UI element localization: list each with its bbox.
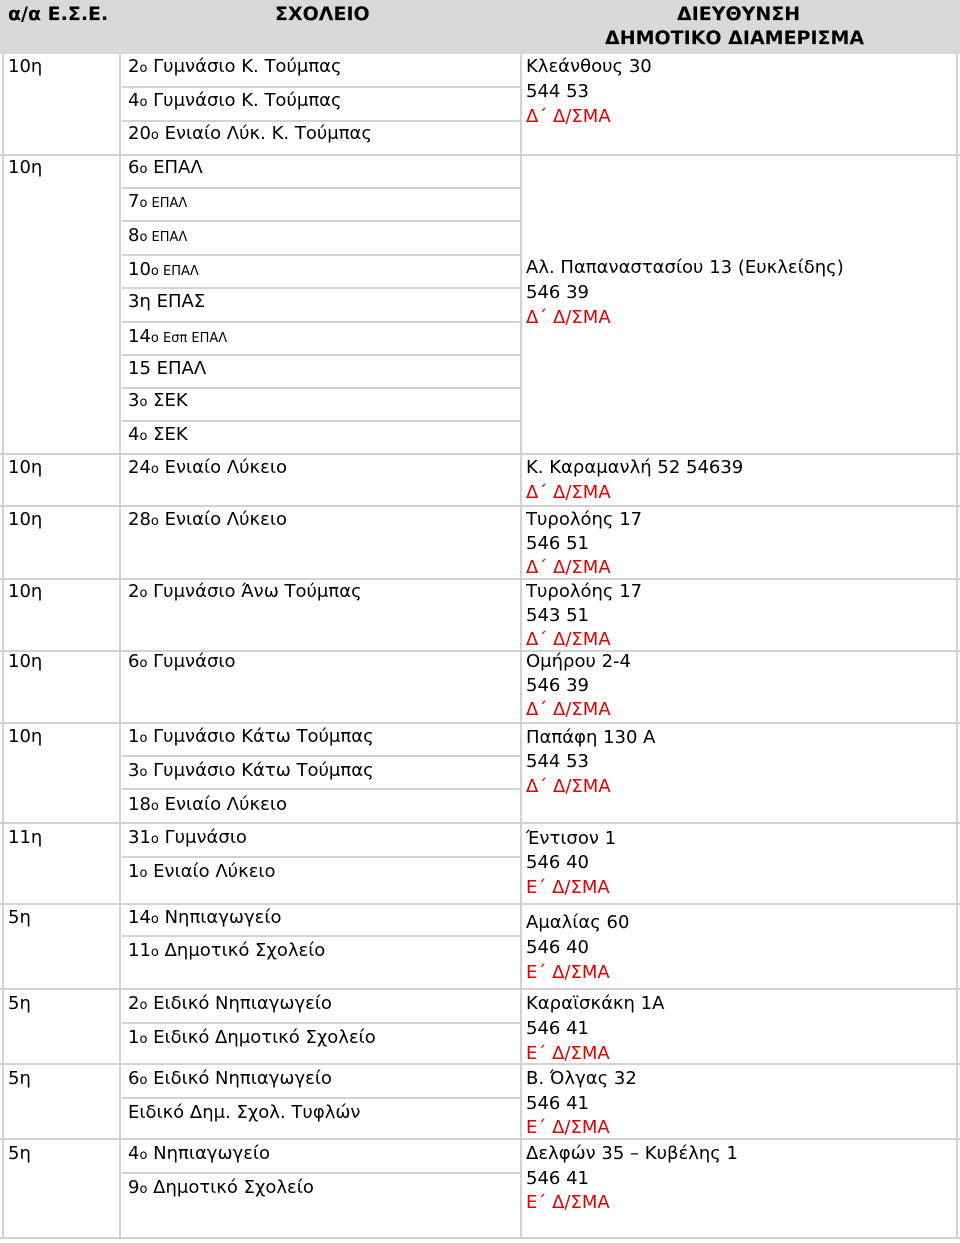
ese-cell: 10η [8,581,43,602]
ese-cell: 5η [8,993,31,1014]
row-divider [0,505,960,507]
address-street: Τυρολόης 17 [526,509,643,530]
school-name: 11ο Δημοτικό Σχολείο [128,940,326,961]
row-divider [0,822,960,824]
district-label: Δ΄ Δ/ΣΜΑ [526,557,611,578]
postal-code: 546 40 [526,852,589,873]
address-street: Τυρολόης 17 [526,581,643,602]
address-street: Αμαλίας 60 [526,912,630,933]
ese-cell: 10η [8,457,43,478]
row-divider [122,86,520,88]
row-divider [122,420,520,422]
district-label: Δ΄ Δ/ΣΜΑ [526,482,611,503]
school-name: 3ο ΣΕΚ [128,390,188,411]
school-name: 3ο Γυμνάσιο Κάτω Τούμπας [128,760,374,781]
postal-code: 546 41 [526,1093,589,1114]
row-divider [122,755,520,757]
school-name: 2ο Ειδικό Νηπιαγωγείο [128,993,332,1014]
postal-code: 546 51 [526,533,589,554]
ese-cell: 5η [8,1068,31,1089]
column-divider [520,54,522,1239]
postal-code: 546 39 [526,675,589,696]
row-divider [122,1097,520,1099]
district-label: Δ΄ Δ/ΣΜΑ [526,307,611,328]
school-name: 14ο Νηπιαγωγείο [128,907,282,928]
district-label: Ε΄ Δ/ΣΜΑ [526,1043,610,1064]
school-name: 1ο Γυμνάσιο Κάτω Τούμπας [128,726,374,747]
school-name: 10ο ΕΠΑΛ [128,259,199,280]
row-divider [122,387,520,389]
row-divider [122,935,520,937]
column-divider [956,54,958,1239]
school-name: 20ο Ενιαίο Λύκ. Κ. Τούμπας [128,123,372,144]
district-label: Ε΄ Δ/ΣΜΑ [526,1192,610,1213]
row-divider [122,1172,520,1174]
row-divider [122,287,520,289]
address-street: Έντισον 1 [526,828,617,849]
district-label: Δ΄ Δ/ΣΜΑ [526,776,611,797]
school-name: 7ο ΕΠΑΛ [128,191,188,212]
district-label: Ε΄ Δ/ΣΜΑ [526,1117,610,1138]
row-divider [0,1138,960,1140]
school-name: 3η ΕΠΑΣ [128,291,206,312]
school-name: 2ο Γυμνάσιο Κ. Τούμπας [128,56,342,77]
address-street: Κλεάνθους 30 [526,56,652,77]
school-name: 1ο Ειδικό Δημοτικό Σχολείο [128,1027,376,1048]
school-name: Ειδικό Δημ. Σχολ. Τυφλών [128,1102,361,1123]
row-divider [0,1237,960,1239]
row-divider [0,1063,960,1065]
column-divider [2,54,4,1239]
school-name: 6ο ΕΠΑΛ [128,157,203,178]
ese-cell: 10η [8,651,43,672]
school-name: 15 ΕΠΑΛ [128,358,207,379]
row-divider [122,788,520,790]
address-street: Παπάφη 130 Α [526,727,656,748]
school-name: 1ο Ενιαίο Λύκειο [128,861,276,882]
address-street: Κ. Καραμανλή 52 54639 [526,457,744,478]
district-label: Δ΄ Δ/ΣΜΑ [526,629,611,650]
postal-code: 544 53 [526,81,589,102]
district-label: Δ΄ Δ/ΣΜΑ [526,699,611,720]
ese-cell: 5η [8,1143,31,1164]
school-name: 18ο Ενιαίο Λύκειο [128,794,287,815]
address-street: Β. Όλγας 32 [526,1068,637,1089]
school-name: 31ο Γυμνάσιο [128,827,247,848]
district-label: Ε΄ Δ/ΣΜΑ [526,877,610,898]
row-divider [122,254,520,256]
header-district: ΔΗΜΟΤΙΚΟ ΔΙΑΜΕΡΙΣΜΑ [605,27,865,49]
header-address: ΔΙΕΥΘΥΝΣΗ [677,3,801,25]
school-name: 2ο Γυμνάσιο Άνω Τούμπας [128,581,362,602]
header-aa: α/α Ε.Σ.Ε. [8,3,109,25]
row-divider [122,354,520,356]
row-divider [0,578,960,580]
school-name: 6ο Γυμνάσιο [128,651,236,672]
header-school: ΣΧΟΛΕΙΟ [275,3,370,25]
row-divider [122,120,520,122]
ese-cell: 5η [8,907,31,928]
address-street: Αλ. Παπαναστασίου 13 (Ευκλείδης) [526,257,844,278]
ese-cell: 11η [8,827,43,848]
postal-code: 543 51 [526,605,589,626]
school-name: 9ο Δημοτικό Σχολείο [128,1177,314,1198]
school-name: 4ο ΣΕΚ [128,424,188,445]
school-name: 8ο ΕΠΑΛ [128,225,188,246]
postal-code: 546 40 [526,937,589,958]
address-street: Ομήρου 2-4 [526,651,632,672]
school-name: 6ο Ειδικό Νηπιαγωγείο [128,1068,332,1089]
column-divider [119,54,121,1239]
ese-cell: 10η [8,509,43,530]
school-name: 4ο Νηπιαγωγείο [128,1143,271,1164]
ese-cell: 10η [8,726,43,747]
postal-code: 546 41 [526,1018,589,1039]
district-label: Ε΄ Δ/ΣΜΑ [526,962,610,983]
row-divider [0,722,960,724]
address-street: Καραϊσκάκη 1Α [526,993,665,1014]
row-divider [0,453,960,455]
row-divider [0,154,960,156]
row-divider [0,903,960,905]
row-divider [122,856,520,858]
row-divider [122,1022,520,1024]
postal-code: 546 39 [526,282,589,303]
school-name: 28ο Ενιαίο Λύκειο [128,509,287,530]
row-divider [122,321,520,323]
address-street: Δελφών 35 – Κυβέλης 1 [526,1143,739,1164]
ese-cell: 10η [8,157,43,178]
row-divider [122,187,520,189]
district-label: Δ΄ Δ/ΣΜΑ [526,106,611,127]
ese-cell: 10η [8,56,43,77]
row-divider [122,220,520,222]
school-name: 14ο Εσπ ΕΠΑΛ [128,326,228,347]
row-divider [0,988,960,990]
school-name: 4ο Γυμνάσιο Κ. Τούμπας [128,90,342,111]
postal-code: 544 53 [526,751,589,772]
postal-code: 546 41 [526,1168,589,1189]
school-name: 24ο Ενιαίο Λύκειο [128,457,287,478]
